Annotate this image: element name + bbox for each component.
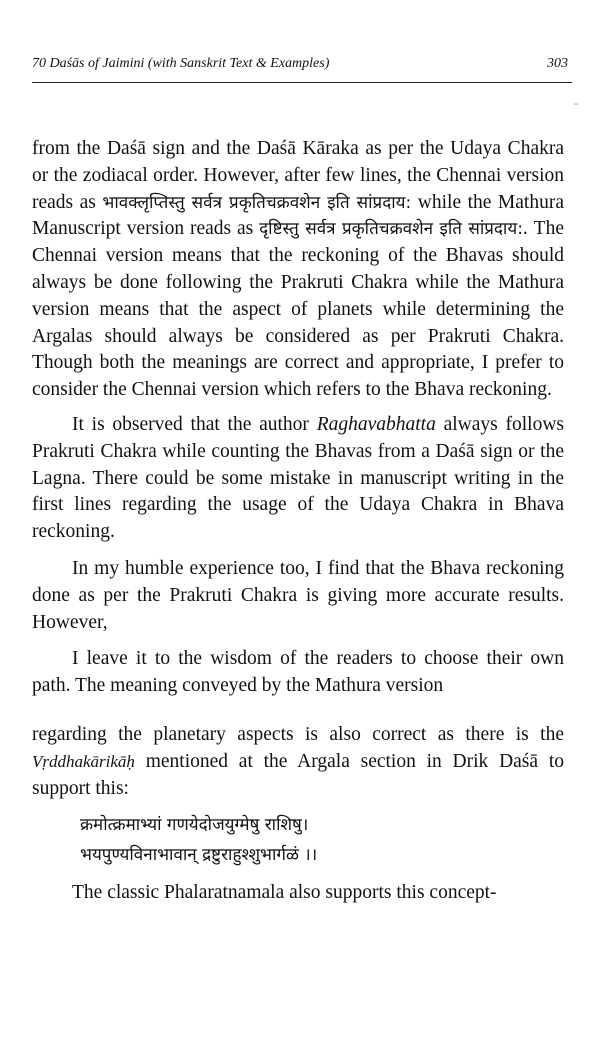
page-number: 303 xyxy=(547,56,568,71)
running-title: 70 Daśās of Jaimini (with Sanskrit Text & Examples) xyxy=(32,56,330,71)
text-span: regarding the planetary aspects is also correct as there is the xyxy=(32,723,564,745)
text-span: . The Chennai version means that the reckoning of the Bhavas should always be done following the Prakruti Chakra while the Mathura version means that the aspect of planets while determining the Argalas should always be considered as per Prakruti Chakra. Though both the meanings are correct and appropriate, I prefer to consider the Chennai version which refers to the Bhava reckoning. xyxy=(32,218,564,401)
page-body xyxy=(32,136,564,907)
verse-line-1: क्रमोत्क्रमाभ्यां गणयेदोजयुग्मेषु राशिषु। xyxy=(80,815,309,836)
text-span: It is observed that the author xyxy=(72,413,317,435)
sanskrit-verse xyxy=(80,810,564,870)
text-span: from the Daśā sign and the Daśā Kāraka as per the Udaya Chakra or the zodiacal order. However, after few lines, the Chennai version reads as xyxy=(32,138,564,213)
author-name: Raghavabhatta xyxy=(316,413,436,435)
paragraph-1 xyxy=(32,136,564,404)
verse-line-2: भयपुण्यविनाभावान् द्रष्टुराहुश्शुभार्गळं ।। xyxy=(80,845,318,866)
reference-title: Vṛddhakārikāḥ xyxy=(32,751,135,771)
text-span: while the Mathura Manuscript version reads as xyxy=(32,191,564,240)
paragraph-2 xyxy=(32,412,564,546)
sanskrit-quote-chennai: भावक्लृप्तिस्तु सर्वत्र प्रकृतिचक्रवशेन इति सांप्रदाय: xyxy=(102,192,412,213)
paragraph-3: In my humble experience too, I find that the Bhava reckoning done as per the Prakruti Chakra is giving more accurate results. However, xyxy=(32,557,564,633)
text-span: mentioned at the Argala section in Drik Daśā to support this: xyxy=(32,750,564,799)
margin-mark: - xyxy=(574,96,578,110)
paragraph-5 xyxy=(32,722,564,802)
paragraph-4: I leave it to the wisdom of the readers to choose their own path. The meaning conveyed by the Mathura version xyxy=(32,648,564,697)
text-span: always follows Prakruti Chakra while counting the Bhavas from a Daśā sign or the Lagna. There could be some mistake in manuscript writing in the first lines regarding the usage of the Udaya Chakra in Bhava reckoning. xyxy=(32,413,564,543)
sanskrit-quote-mathura: दृष्टिस्तु सर्वत्र प्रकृतिचक्रवशेन इति सांप्रदाय: xyxy=(259,219,523,240)
paragraph-6: The classic Phalaratnamala also supports this concept- xyxy=(72,882,497,904)
header-rule xyxy=(32,82,572,83)
